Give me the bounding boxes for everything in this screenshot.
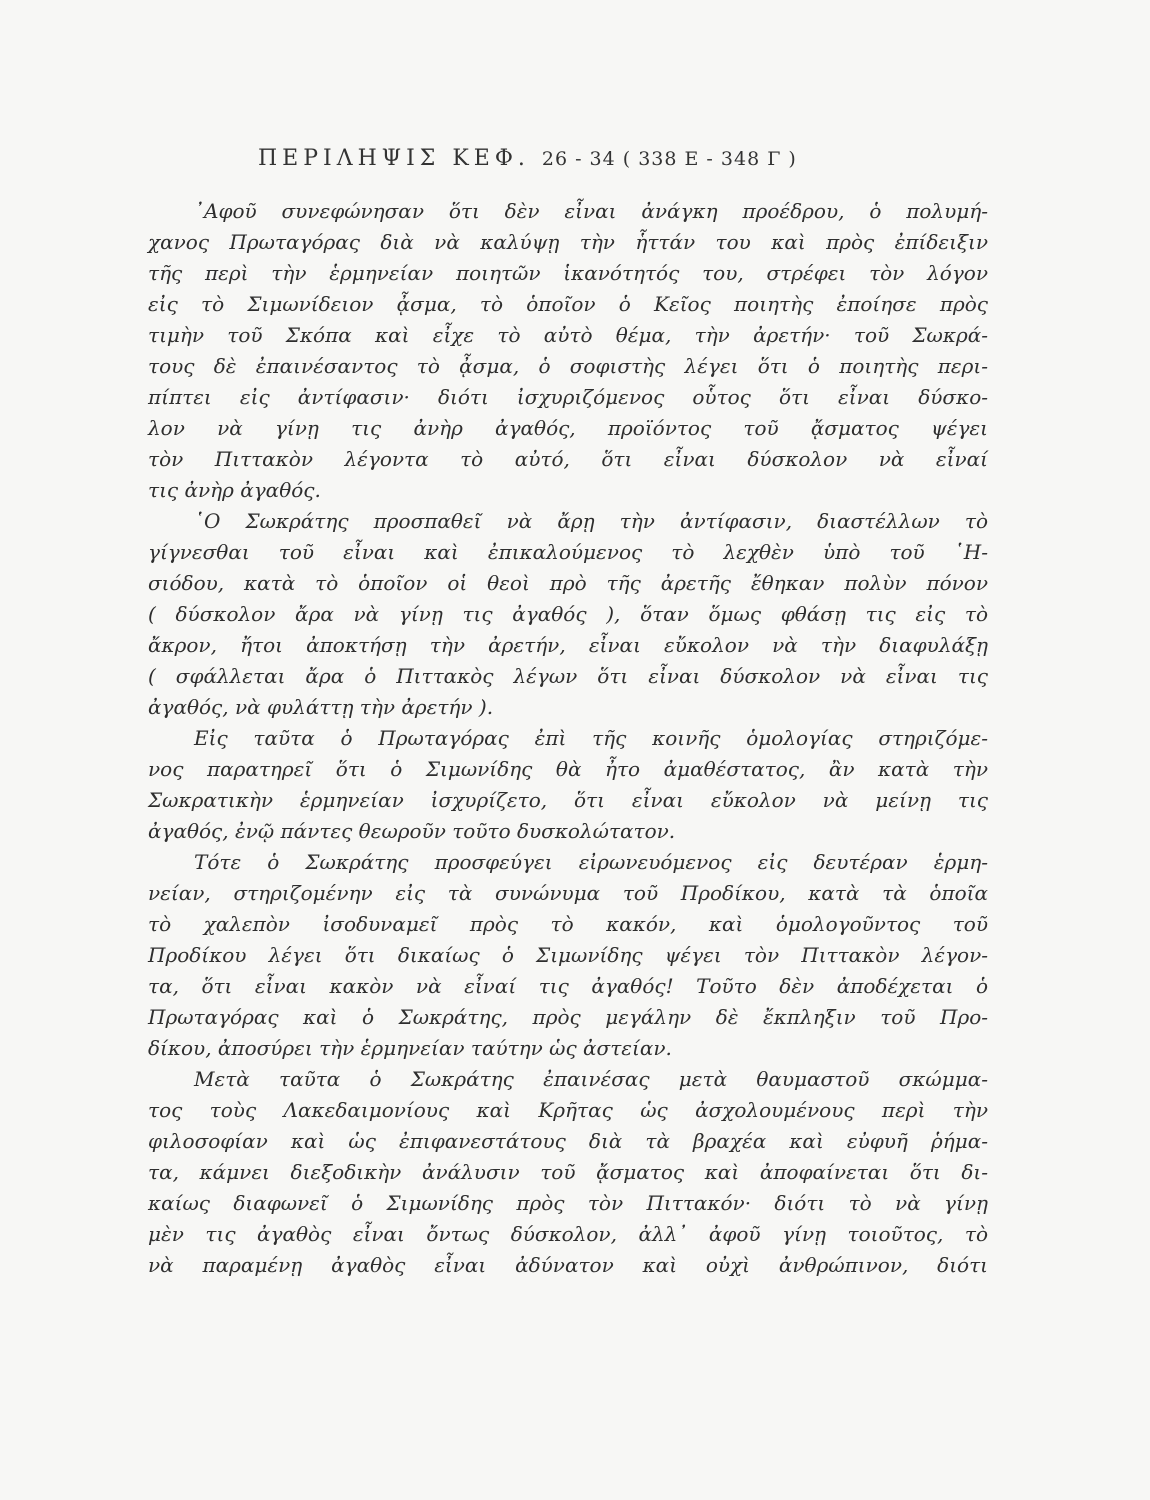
text-line: τῆς περὶ τὴν ἑρμηνείαν ποιητῶν ἱκανότητός του, στρέφει τὸν λόγον [148, 261, 988, 285]
text-line: χανος Πρωταγόρας διὰ νὰ καλύψῃ τὴν ἧττάν του καὶ πρὸς ἐπίδειξιν [148, 230, 988, 254]
text-line: Μετὰ ταῦτα ὁ Σωκράτης ἐπαινέσας μετὰ θαυμαστοῦ σκώμμα- [194, 1067, 988, 1091]
text-line: τιμὴν τοῦ Σκόπα καὶ εἶχε τὸ αὐτὸ θέμα, τὴν ἀρετήν· τοῦ Σωκρά- [148, 323, 988, 347]
text-line: γίγνεσθαι τοῦ εἶναι καὶ ἐπικαλούμενος τὸ λεχθὲν ὑπὸ τοῦ ῾Η- [148, 540, 988, 564]
text-line: Σωκρατικὴν ἑρμηνείαν ἰσχυρίζετο, ὅτι εἶναι εὔκολον νὰ μείνῃ τις [148, 788, 988, 812]
text-line: Πρωταγόρας καὶ ὁ Σωκράτης, πρὸς μεγάλην δὲ ἔκπληξιν τοῦ Προ- [148, 1005, 988, 1029]
text-line: πίπτει εἰς ἀντίφασιν· διότι ἰσχυριζόμενος οὗτος ὅτι εἶναι δύσκο- [148, 385, 988, 409]
text-line: ( δύσκολον ἄρα νὰ γίνῃ τις ἀγαθός ), ὅταν ὅμως φθάσῃ τις εἰς τὸ [148, 602, 988, 626]
text-line: ἀγαθός, νὰ φυλάττῃ τὴν ἀρετήν ). [148, 695, 494, 719]
text-line: Προδίκου λέγει ὅτι δικαίως ὁ Σιμωνίδης ψέγει τὸν Πιττακὸν λέγον- [148, 943, 988, 967]
text-line: τα, ὅτι εἶναι κακὸν νὰ εἶναί τις ἀγαθός! Τοῦτο δὲν ἀποδέχεται ὁ [148, 974, 988, 998]
text-line: Εἰς ταῦτα ὁ Πρωταγόρας ἐπὶ τῆς κοινῆς ὁμολογίας στηριζόμε- [194, 726, 988, 750]
text-line: τα, κάμνει διεξοδικὴν ἀνάλυσιν τοῦ ᾄσματος καὶ ἀποφαίνεται ὅτι δι- [148, 1160, 988, 1184]
text-line: νος παρατηρεῖ ὅτι ὁ Σιμωνίδης θὰ ἦτο ἀμαθέστατος, ἂν κατὰ τὴν [148, 757, 988, 781]
summary-text [148, 196, 988, 1281]
text-line: τους δὲ ἐπαινέσαντος τὸ ᾆσμα, ὁ σοφιστὴς λέγει ὅτι ὁ ποιητὴς περι- [148, 354, 988, 378]
text-line: σιόδου, κατὰ τὸ ὁποῖον οἱ θεοὶ πρὸ τῆς ἀρετῆς ἔθηκαν πολὺν πόνον [148, 571, 988, 595]
text-line: λον νὰ γίνῃ τις ἀνὴρ ἀγαθός, προϊόντος τοῦ ᾄσματος ψέγει [148, 416, 988, 440]
text-line: τις ἀνὴρ ἀγαθός. [148, 478, 321, 502]
text-line: Τότε ὁ Σωκράτης προσφεύγει εἰρωνευόμενος εἰς δευτέραν ἑρμη- [194, 850, 988, 874]
text-line: ἄκρον, ἤτοι ἀποκτήσῃ τὴν ἀρετήν, εἶναι εὔκολον νὰ τὴν διαφυλάξῃ [148, 633, 988, 657]
text-line: ( σφάλλεται ἄρα ὁ Πιττακὸς λέγων ὅτι εἶναι δύσκολον νὰ εἶναι τις [148, 664, 988, 688]
text-line: νὰ παραμένῃ ἀγαθὸς εἶναι ἀδύνατον καὶ οὐχὶ ἀνθρώπινον, διότι [148, 1253, 988, 1277]
text-line: φιλοσοφίαν καὶ ὡς ἐπιφανεστάτους διὰ τὰ βραχέα καὶ εὐφυῆ ῥήμα- [148, 1129, 988, 1153]
text-line: ῾Ο Σωκράτης προσπαθεῖ νὰ ἄρῃ τὴν ἀντίφασιν, διαστέλλων τὸ [194, 509, 988, 533]
text-line: ἀγαθός, ἐνῷ πάντες θεωροῦν τοῦτο δυσκολώτατον. [148, 819, 676, 843]
text-line: τὸ χαλεπὸν ἰσοδυναμεῖ πρὸς τὸ κακόν, καὶ ὁμολογοῦντος τοῦ [148, 912, 988, 936]
heading-reference: 26 - 34 ( 338 Ε - 348 Γ ) [541, 148, 797, 170]
text-line: εἰς τὸ Σιμωνίδειον ᾆσμα, τὸ ὁποῖον ὁ Κεῖος ποιητὴς ἐποίησε πρὸς [148, 292, 988, 316]
text-line: τὸν Πιττακὸν λέγοντα τὸ αὐτό, ὅτι εἶναι δύσκολον νὰ εἶναί [148, 447, 988, 471]
text-line: τος τοὺς Λακεδαιμονίους καὶ Κρῆτας ὡς ἀσχολουμένους περὶ τὴν [148, 1098, 988, 1122]
text-line: ᾿Αφοῦ συνεφώνησαν ὅτι δὲν εἶναι ἀνάγκη προέδρου, ὁ πολυμή- [194, 199, 988, 223]
chapter-heading [258, 146, 898, 171]
text-line: καίως διαφωνεῖ ὁ Σιμωνίδης πρὸς τὸν Πιττακόν· διότι τὸ νὰ γίνῃ [148, 1191, 988, 1215]
heading-title: ΠΕΡΙΛΗΨΙΣ ΚΕΦ. [258, 146, 530, 171]
text-line: νείαν, στηριζομένην εἰς τὰ συνώνυμα τοῦ Προδίκου, κατὰ τὰ ὁποῖα [148, 881, 988, 905]
text-line: δίκου, ἀποσύρει τὴν ἑρμηνείαν ταύτην ὡς ἀστείαν. [148, 1036, 672, 1060]
text-line: μὲν τις ἀγαθὸς εἶναι ὄντως δύσκολον, ἀλλ᾿ ἀφοῦ γίνῃ τοιοῦτος, τὸ [148, 1222, 988, 1246]
